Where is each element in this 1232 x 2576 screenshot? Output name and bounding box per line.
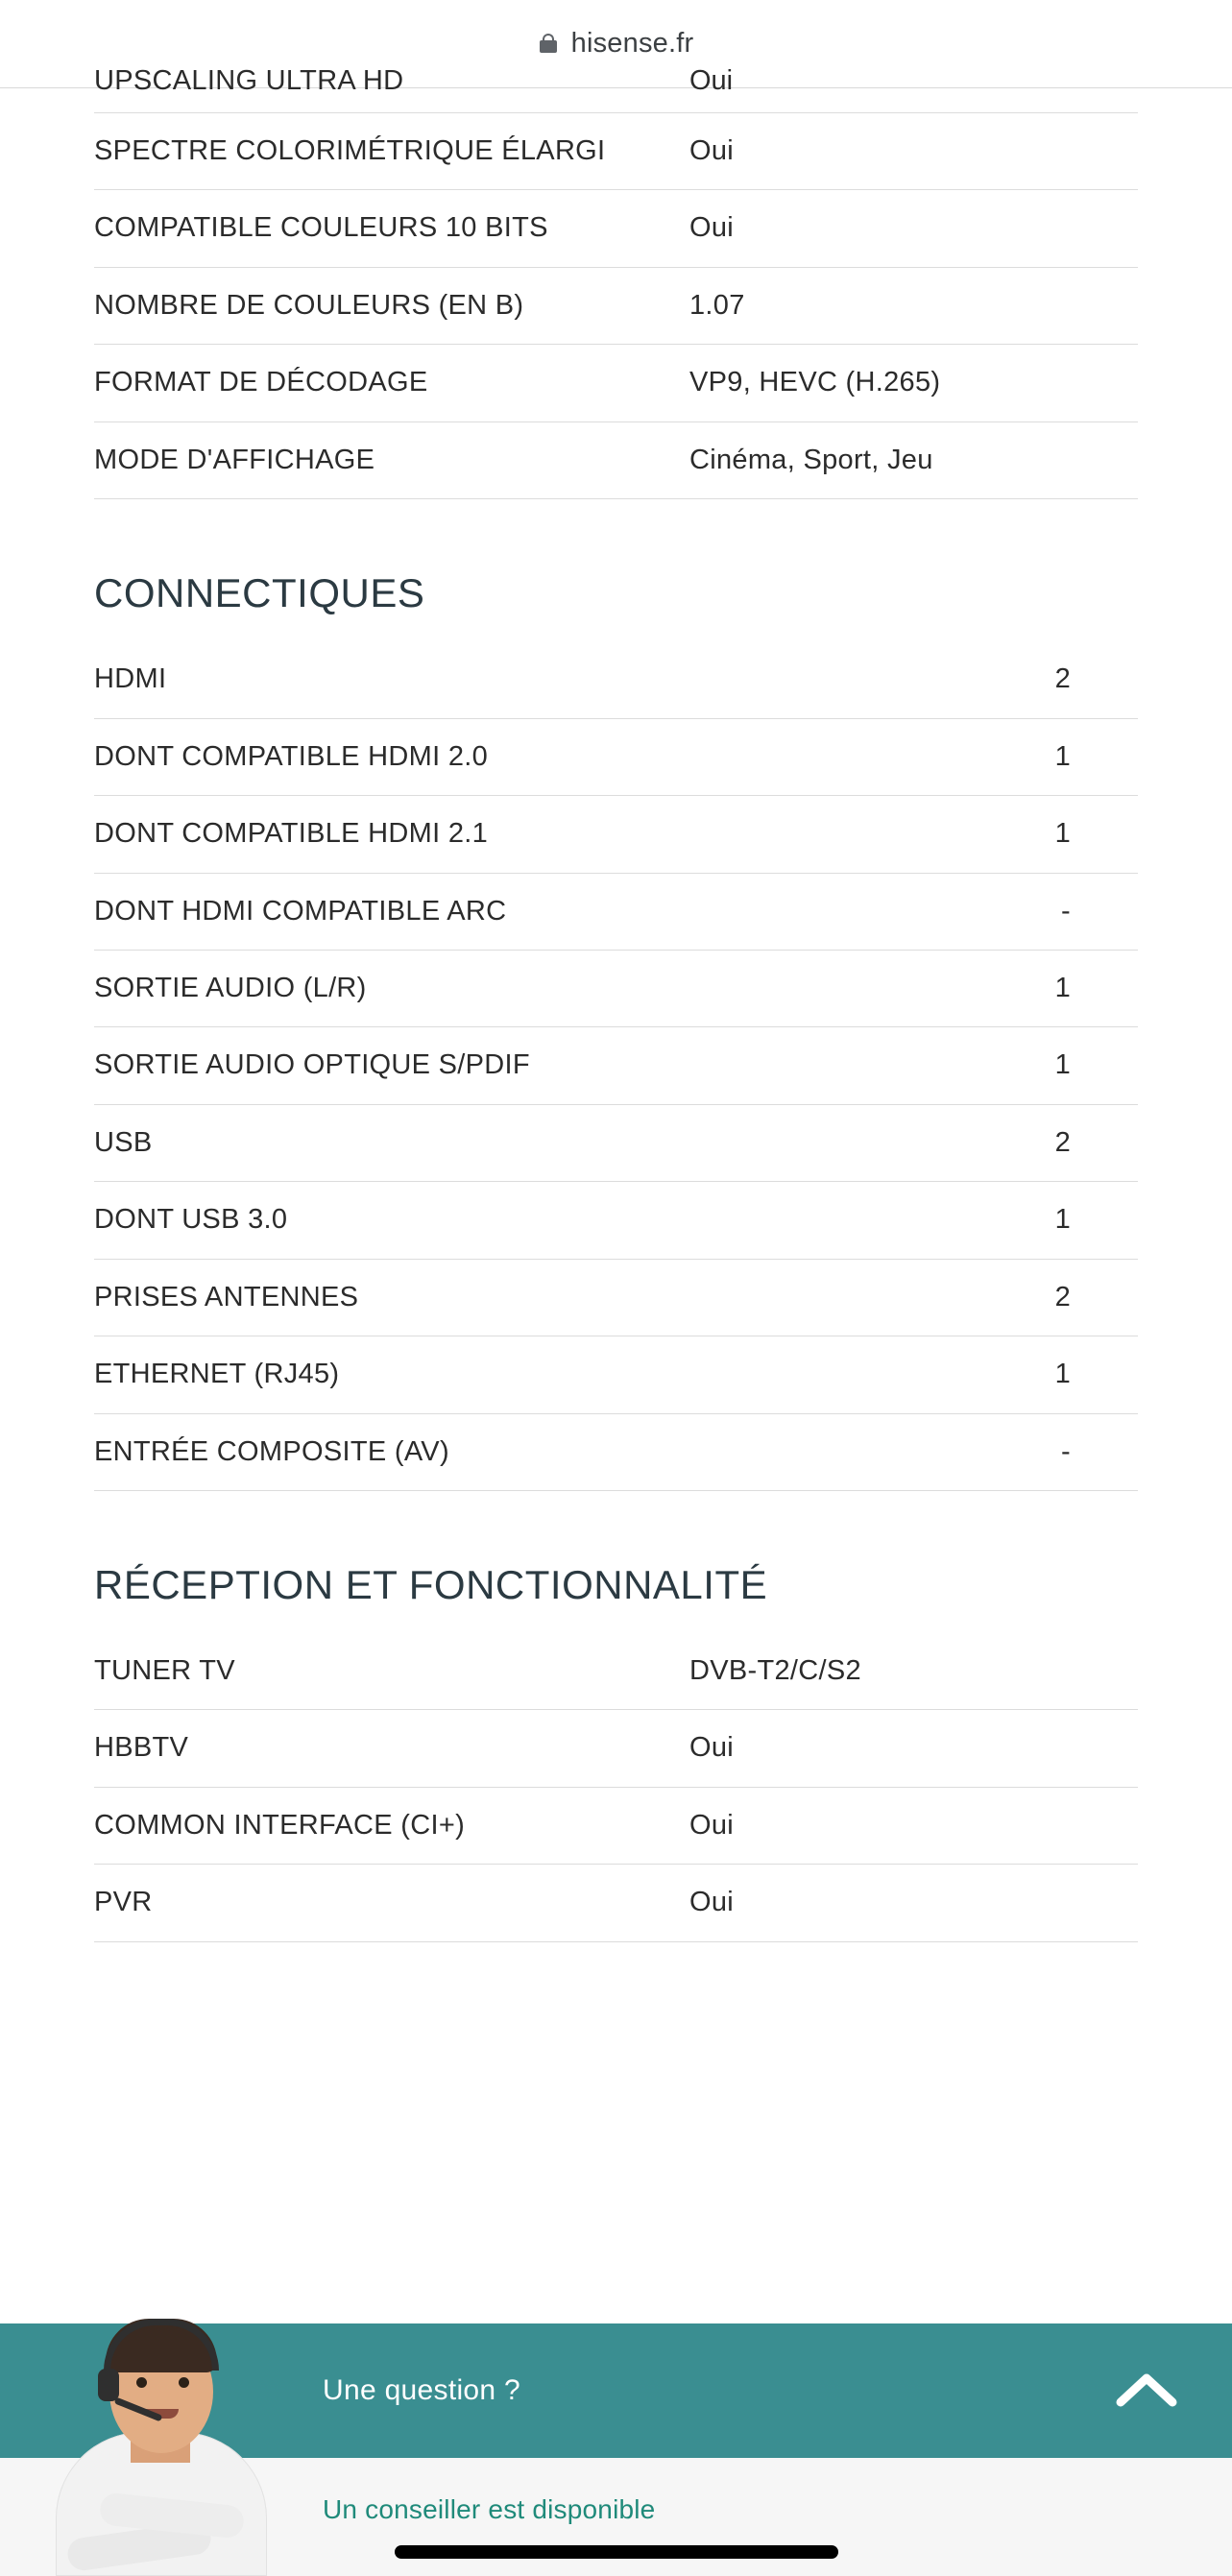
table-row [94, 641, 1138, 718]
spec-key: UPSCALING ULTRA HD [94, 64, 404, 96]
spec-key: MODE D'AFFICHAGE [94, 421, 689, 498]
spec-value: 1 [689, 950, 1138, 1026]
spec-table [94, 641, 1138, 1491]
section-title: CONNECTIQUES [94, 570, 425, 616]
spec-key: DONT COMPATIBLE HDMI 2.1 [94, 796, 689, 873]
table-row [94, 1182, 1138, 1259]
table-row-clipped [94, 64, 1138, 113]
spec-key: COMMON INTERFACE (CI+) [94, 1787, 689, 1864]
spec-sections [94, 113, 1138, 1942]
spec-value: 1 [689, 718, 1138, 795]
spec-value: 1 [689, 796, 1138, 873]
spec-value: DVB-T2/C/S2 [689, 1633, 1138, 1710]
spec-key: DONT USB 3.0 [94, 1182, 689, 1259]
spec-key: ETHERNET (RJ45) [94, 1336, 689, 1413]
spec-value: 1 [689, 1182, 1138, 1259]
spec-key: NOMBRE DE COULEURS (EN B) [94, 267, 689, 344]
spec-content [0, 64, 1232, 1942]
spec-key: FORMAT DE DÉCODAGE [94, 345, 689, 421]
table-row [94, 950, 1138, 1026]
chat-question-label: Une question ? [323, 2374, 521, 2406]
chat-widget[interactable] [0, 2323, 1232, 2576]
table-row [94, 1710, 1138, 1787]
spec-key: USB [94, 1104, 689, 1181]
table-row [94, 345, 1138, 421]
spec-key: TUNER TV [94, 1633, 689, 1710]
spec-value: VP9, HEVC (H.265) [689, 345, 1138, 421]
table-row [94, 796, 1138, 873]
spec-value: Oui [689, 1787, 1138, 1864]
table-row [94, 1027, 1138, 1104]
spec-key: ENTRÉE COMPOSITE (AV) [94, 1413, 689, 1490]
table-row [94, 1336, 1138, 1413]
spec-value: 2 [689, 641, 1138, 718]
spec-value: 1 [689, 1336, 1138, 1413]
table-row [94, 1633, 1138, 1710]
chat-availability-label: Un conseiller est disponible [323, 2494, 656, 2524]
spec-value: Oui [689, 190, 1138, 267]
spec-table [94, 1633, 1138, 1942]
table-row [94, 1865, 1138, 1941]
spec-value: 1 [689, 1027, 1138, 1104]
table-row [94, 113, 1138, 190]
spec-key: PVR [94, 1865, 689, 1941]
table-row [94, 1787, 1138, 1864]
table-row [94, 421, 1138, 498]
spec-value: 1.07 [689, 267, 1138, 344]
table-row [94, 1259, 1138, 1336]
spec-value: Oui [689, 113, 1138, 190]
spec-key: DONT HDMI COMPATIBLE ARC [94, 873, 689, 950]
spec-value: 2 [689, 1259, 1138, 1336]
spec-key: HBBTV [94, 1710, 689, 1787]
table-row [94, 267, 1138, 344]
spec-value: 2 [689, 1104, 1138, 1181]
spec-value: - [689, 1413, 1138, 1490]
section-title: RÉCEPTION ET FONCTIONNALITÉ [94, 1562, 768, 1607]
spec-key: COMPATIBLE COULEURS 10 BITS [94, 190, 689, 267]
spec-key: DONT COMPATIBLE HDMI 2.0 [94, 718, 689, 795]
spec-value: Oui [689, 64, 734, 96]
spec-key: SORTIE AUDIO (L/R) [94, 950, 689, 1026]
spec-value: Oui [689, 1710, 1138, 1787]
url-text: hisense.fr [570, 28, 694, 59]
spec-value: Cinéma, Sport, Jeu [689, 421, 1138, 498]
spec-key: HDMI [94, 641, 689, 718]
home-indicator [395, 2545, 838, 2559]
table-row [94, 190, 1138, 267]
table-row [94, 1104, 1138, 1181]
table-row [94, 873, 1138, 950]
table-row [94, 718, 1138, 795]
spec-value: - [689, 873, 1138, 950]
spec-table [94, 113, 1138, 499]
advisor-avatar [17, 2323, 296, 2576]
spec-key: PRISES ANTENNES [94, 1259, 689, 1336]
chevron-up-icon[interactable] [1117, 2370, 1176, 2410]
spec-value: Oui [689, 1865, 1138, 1941]
spec-key: SORTIE AUDIO OPTIQUE S/PDIF [94, 1027, 689, 1104]
table-row [94, 1413, 1138, 1490]
spec-key: SPECTRE COLORIMÉTRIQUE ÉLARGI [94, 113, 689, 190]
